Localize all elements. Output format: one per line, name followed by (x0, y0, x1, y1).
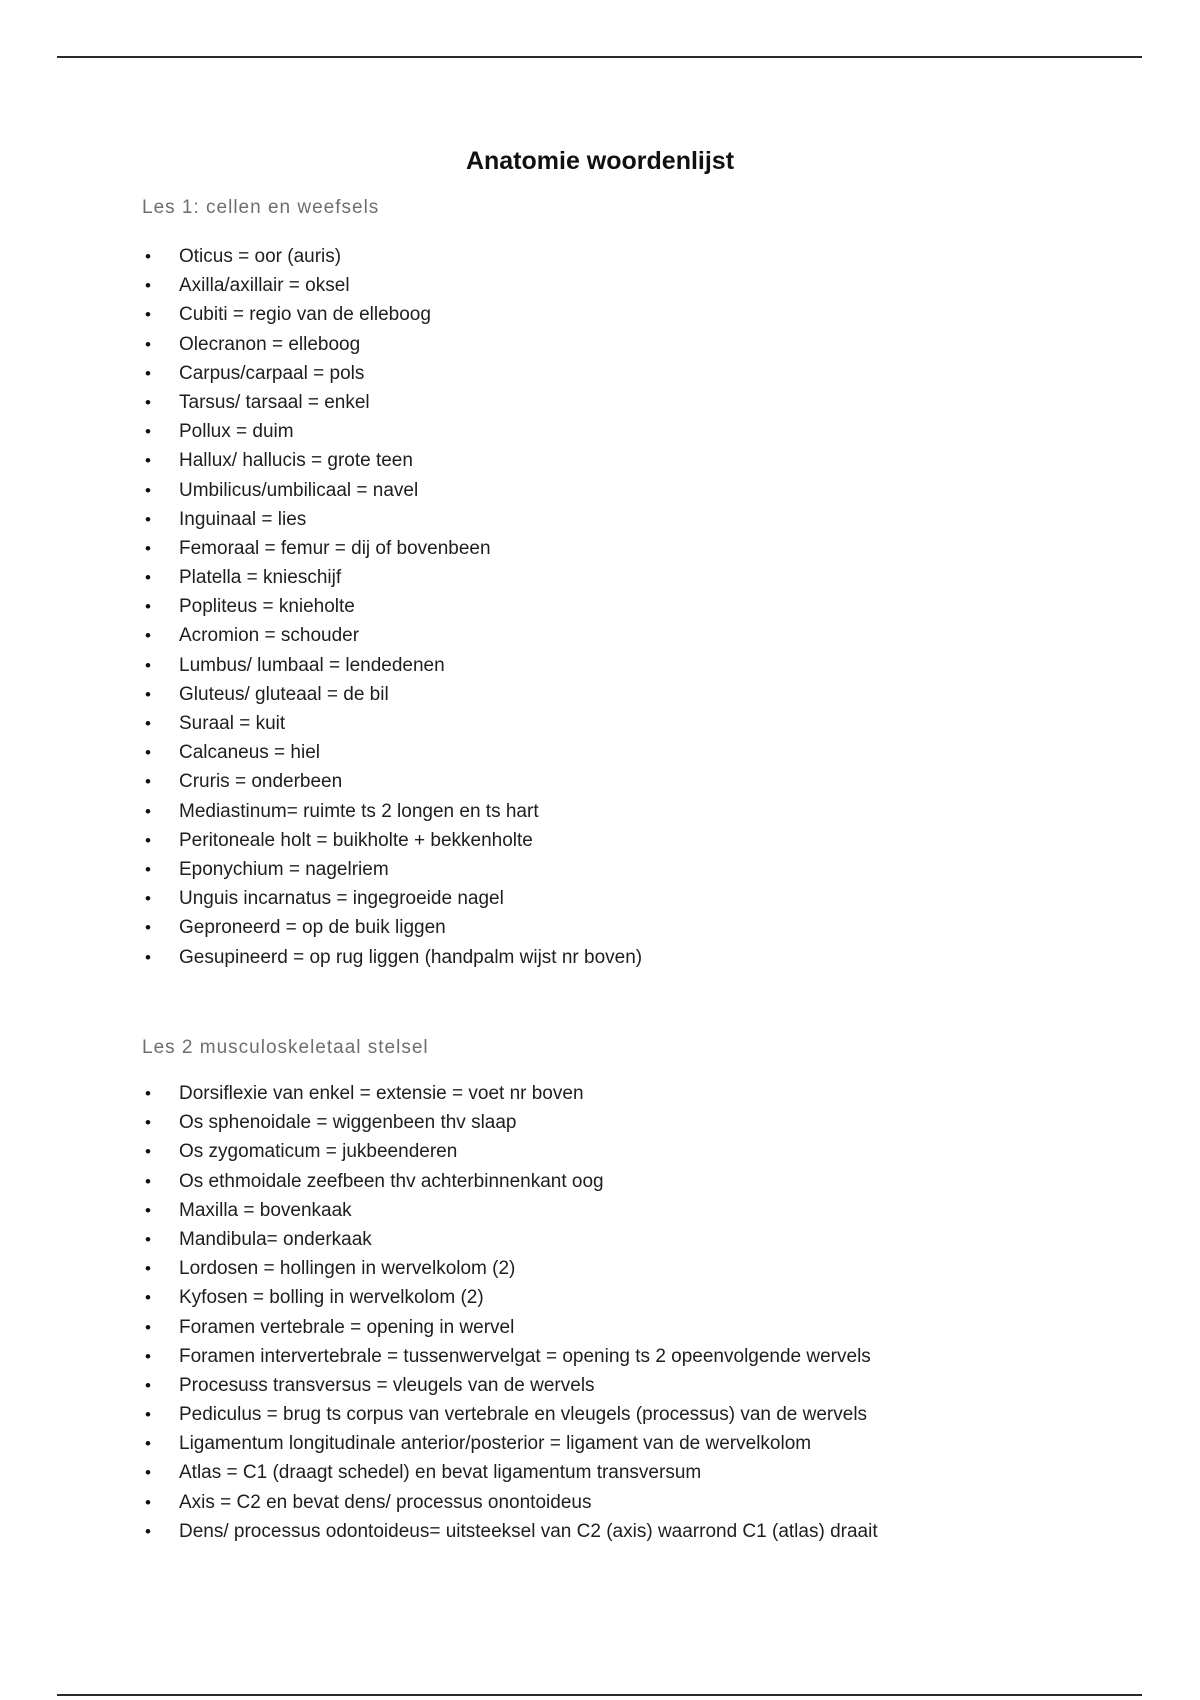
list-item (142, 563, 642, 592)
list-item (142, 1342, 878, 1371)
bullet-icon: • (145, 801, 151, 821)
list-item (142, 1488, 878, 1517)
bullet-icon: • (145, 451, 151, 471)
list-item (142, 476, 642, 505)
bullet-icon: • (145, 626, 151, 646)
bullet-icon: • (145, 1463, 151, 1483)
term-definition: Ligamentum longitudinale anterior/posterior = ligament van de wervelkolom (179, 1433, 812, 1455)
list-item (142, 651, 642, 680)
bullet-icon: • (145, 363, 151, 383)
term-list-les-1 (142, 242, 642, 972)
bullet-icon: • (145, 305, 151, 325)
term-definition: Olecranon = elleboog (179, 333, 361, 355)
list-item (142, 505, 642, 534)
bullet-icon: • (145, 684, 151, 704)
term-definition: Platella = knieschijf (179, 567, 342, 589)
bullet-icon: • (145, 1229, 151, 1249)
bullet-icon: • (145, 1142, 151, 1162)
bullet-icon: • (145, 889, 151, 909)
bullet-icon: • (145, 772, 151, 792)
term-definition: Lordosen = hollingen in wervelkolom (2) (179, 1258, 516, 1280)
bullet-icon: • (145, 947, 151, 967)
bullet-icon: • (145, 422, 151, 442)
term-definition: Dorsiflexie van enkel = extensie = voet nr boven (179, 1083, 584, 1104)
list-item (142, 1517, 878, 1546)
term-definition: Dens/ processus odontoideus= uitsteeksel van C2 (axis) waarrond C1 (atlas) draait (179, 1520, 878, 1542)
bullet-icon: • (145, 509, 151, 529)
term-definition: Os ethmoidale zeefbeen thv achterbinnenkant oog (179, 1170, 604, 1192)
term-definition: Eponychium = nagelriem (179, 858, 389, 880)
bullet-icon: • (145, 1084, 151, 1103)
bullet-icon: • (145, 538, 151, 558)
list-item (142, 417, 642, 446)
term-definition: Geproneerd = op de buik liggen (179, 917, 446, 939)
list-item (142, 1313, 878, 1342)
bullet-icon: • (145, 597, 151, 617)
term-definition: Pollux = duim (179, 421, 294, 443)
term-definition: Lumbus/ lumbaal = lendedenen (179, 654, 445, 676)
term-definition: Inguinaal = lies (179, 508, 307, 530)
list-item (142, 884, 642, 913)
term-definition: Atlas = C1 (draagt schedel) en bevat ligamentum transversum (179, 1462, 702, 1484)
page-title: Anatomie woordenlijst (465, 147, 735, 175)
list-item (142, 300, 642, 329)
bullet-icon: • (145, 1200, 151, 1220)
list-item (142, 1137, 878, 1166)
list-item (142, 767, 642, 796)
list-item (142, 1167, 878, 1196)
bullet-icon: • (145, 568, 151, 588)
bullet-icon: • (145, 830, 151, 850)
term-definition: Mandibula= onderkaak (179, 1228, 372, 1250)
term-definition: Popliteus = knieholte (179, 596, 355, 618)
bullet-icon: • (145, 1375, 151, 1395)
bullet-icon: • (145, 1171, 151, 1191)
term-definition: Carpus/carpaal = pols (179, 362, 365, 384)
bullet-icon: • (145, 743, 151, 763)
term-definition: Tarsus/ tarsaal = enkel (179, 391, 370, 413)
bullet-icon: • (145, 714, 151, 733)
term-list-les-2 (142, 1079, 878, 1546)
footer-rule (57, 1694, 1142, 1696)
bullet-icon: • (145, 655, 151, 675)
list-item (142, 913, 642, 942)
term-definition: Maxilla = bovenkaak (179, 1199, 352, 1221)
term-definition: Acromion = schouder (179, 625, 360, 647)
header-rule (57, 56, 1142, 58)
bullet-icon: • (145, 1113, 151, 1133)
term-definition: Hallux/ hallucis = grote teen (179, 450, 413, 472)
term-definition: Umbilicus/umbilicaal = navel (179, 479, 419, 501)
bullet-icon: • (145, 1434, 151, 1454)
term-definition: Os sphenoidale = wiggenbeen thv slaap (179, 1112, 517, 1134)
bullet-icon: • (145, 1492, 151, 1512)
term-definition: Oticus = oor (auris) (179, 246, 342, 267)
section-heading-les-2: Les 2 musculoskeletaal stelsel (142, 1037, 429, 1058)
list-item (142, 446, 642, 475)
list-item (142, 1458, 878, 1487)
list-item (142, 271, 642, 300)
list-item (142, 1254, 878, 1283)
bullet-icon: • (145, 1346, 151, 1366)
list-item (142, 1108, 878, 1137)
term-definition: Unguis incarnatus = ingegroeide nagel (179, 888, 504, 910)
list-item (142, 534, 642, 563)
bullet-icon: • (145, 918, 151, 938)
bullet-icon: • (145, 859, 151, 879)
list-item (142, 1196, 878, 1225)
bullet-icon: • (145, 1405, 151, 1425)
bullet-icon: • (145, 247, 151, 266)
list-item (142, 388, 642, 417)
term-definition: Cruris = onderbeen (179, 771, 343, 793)
list-item (142, 680, 642, 709)
term-definition: Peritoneale holt = buikholte + bekkenholte (179, 829, 533, 851)
list-item (142, 621, 642, 650)
term-definition: Pediculus = brug ts corpus van vertebrale en vleugels (processus) van de wervels (179, 1404, 868, 1426)
term-definition: Cubiti = regio van de elleboog (179, 304, 431, 326)
list-item (142, 1400, 878, 1429)
bullet-icon: • (145, 276, 151, 296)
list-item (142, 738, 642, 767)
term-definition: Mediastinum= ruimte ts 2 longen en ts hart (179, 800, 539, 822)
term-definition: Foramen intervertebrale = tussenwervelgat = opening ts 2 opeenvolgende wervels (179, 1345, 871, 1367)
list-item (142, 242, 642, 271)
term-definition: Axilla/axillair = oksel (179, 275, 350, 297)
list-item (142, 943, 642, 972)
term-definition: Kyfosen = bolling in wervelkolom (2) (179, 1287, 484, 1309)
term-definition: Axis = C2 en bevat dens/ processus onontoideus (179, 1491, 592, 1513)
bullet-icon: • (145, 480, 151, 500)
list-item (142, 709, 642, 738)
bullet-icon: • (145, 1317, 151, 1337)
list-item (142, 855, 642, 884)
term-definition: Gluteus/ gluteaal = de bil (179, 683, 389, 705)
section-heading-les-1: Les 1: cellen en weefsels (142, 197, 380, 218)
term-definition: Foramen vertebrale = opening in wervel (179, 1316, 515, 1338)
term-definition: Calcaneus = hiel (179, 742, 321, 764)
bullet-icon: • (145, 1259, 151, 1279)
list-item (142, 1429, 878, 1458)
list-item (142, 359, 642, 388)
term-definition: Gesupineerd = op rug liggen (handpalm wijst nr boven) (179, 946, 643, 968)
list-item (142, 1225, 878, 1254)
term-definition: Procesuss transversus = vleugels van de wervels (179, 1374, 595, 1396)
term-definition: Femoraal = femur = dij of bovenbeen (179, 537, 491, 559)
list-item (142, 1079, 878, 1108)
bullet-icon: • (145, 392, 151, 412)
bullet-icon: • (145, 1521, 151, 1541)
term-definition: Os zygomaticum = jukbeenderen (179, 1141, 458, 1163)
list-item (142, 1371, 878, 1400)
list-item (142, 1283, 878, 1312)
bullet-icon: • (145, 1288, 151, 1308)
bullet-icon: • (145, 334, 151, 354)
list-item (142, 826, 642, 855)
list-item (142, 592, 642, 621)
list-item (142, 797, 642, 826)
term-definition: Suraal = kuit (179, 713, 286, 734)
list-item (142, 330, 642, 359)
